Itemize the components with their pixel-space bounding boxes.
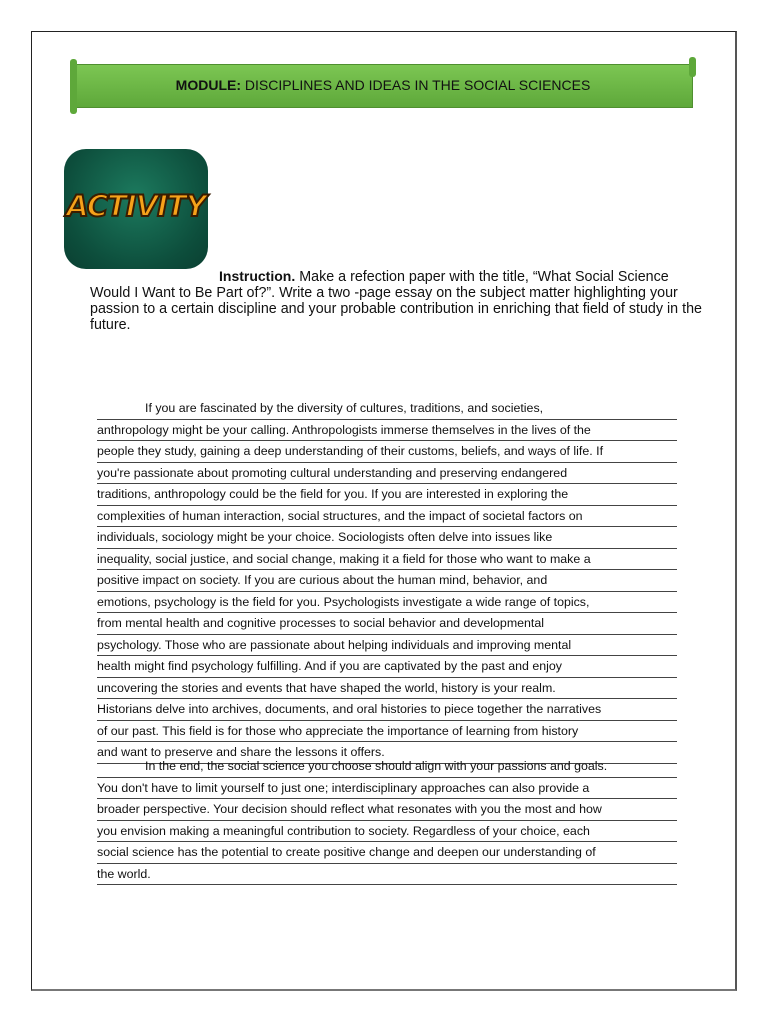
essay-line: of our past. This field is for those who appreciate the importance of learning from history [97, 721, 677, 743]
activity-badge-text: ACTIVITY [66, 189, 206, 223]
essay-line: In the end, the social science you choose should align with your passions and goals. [97, 756, 677, 778]
essay-line: inequality, social justice, and social change, making it a field for those who want to make a [97, 549, 677, 571]
activity-badge [64, 149, 208, 269]
essay-paragraph-1 [97, 398, 677, 764]
essay-line: individuals, sociology might be your choice. Sociologists often delve into issues like [97, 527, 677, 549]
essay-line: the world. [97, 864, 677, 886]
essay-line: psychology. Those who are passionate about helping individuals and improving mental [97, 635, 677, 657]
essay-line: You don't have to limit yourself to just one; interdisciplinary approaches can also provide a [97, 778, 677, 800]
essay-paragraph-2 [97, 756, 677, 885]
essay-line: Historians delve into archives, documents, and oral histories to piece together the narratives [97, 699, 677, 721]
banner-curl-left [70, 59, 77, 114]
essay-line: complexities of human interaction, social structures, and the impact of societal factors on [97, 506, 677, 528]
essay-line: and want to preserve and share the lessons it offers. [97, 742, 677, 764]
essay-line: anthropology might be your calling. Anthropologists immerse themselves in the lives of the [97, 420, 677, 442]
essay-line: If you are fascinated by the diversity of cultures, traditions, and societies, [97, 398, 677, 420]
module-label: MODULE: [175, 77, 241, 93]
essay-line: social science has the potential to create positive change and deepen our understanding of [97, 842, 677, 864]
instruction-block [90, 268, 702, 333]
essay-line: people they study, gaining a deep understanding of their customs, beliefs, and ways of life. If [97, 441, 677, 463]
essay-line: you're passionate about promoting cultural understanding and preserving endangered [97, 463, 677, 485]
module-title: DISCIPLINES AND IDEAS IN THE SOCIAL SCIENCES [244, 77, 591, 93]
essay-line: uncovering the stories and events that have shaped the world, history is your realm. [97, 678, 677, 700]
essay-line: positive impact on society. If you are curious about the human mind, behavior, and [97, 570, 677, 592]
banner-curl-right [689, 57, 696, 77]
essay-line: traditions, anthropology could be the field for you. If you are interested in exploring the [97, 484, 677, 506]
essay-line: emotions, psychology is the field for you. Psychologists investigate a wide range of topics, [97, 592, 677, 614]
essay-line: broader perspective. Your decision should reflect what resonates with you the most and how [97, 799, 677, 821]
module-banner [73, 64, 693, 108]
essay-line: from mental health and cognitive processes to social behavior and developmental [97, 613, 677, 635]
essay-line: health might find psychology fulfilling. And if you are captivated by the past and enjoy [97, 656, 677, 678]
essay-line: you envision making a meaningful contribution to society. Regardless of your choice, each [97, 821, 677, 843]
instruction-text: Make a refection paper with the title, “What Social Science Would I Want to Be Part of?”. Write a two -page essay on the subject matter highlighting your passion to a certain discipline and your probable contribution in enriching that field of study in the future. [90, 269, 702, 333]
instruction-label: Instruction. [219, 268, 296, 284]
